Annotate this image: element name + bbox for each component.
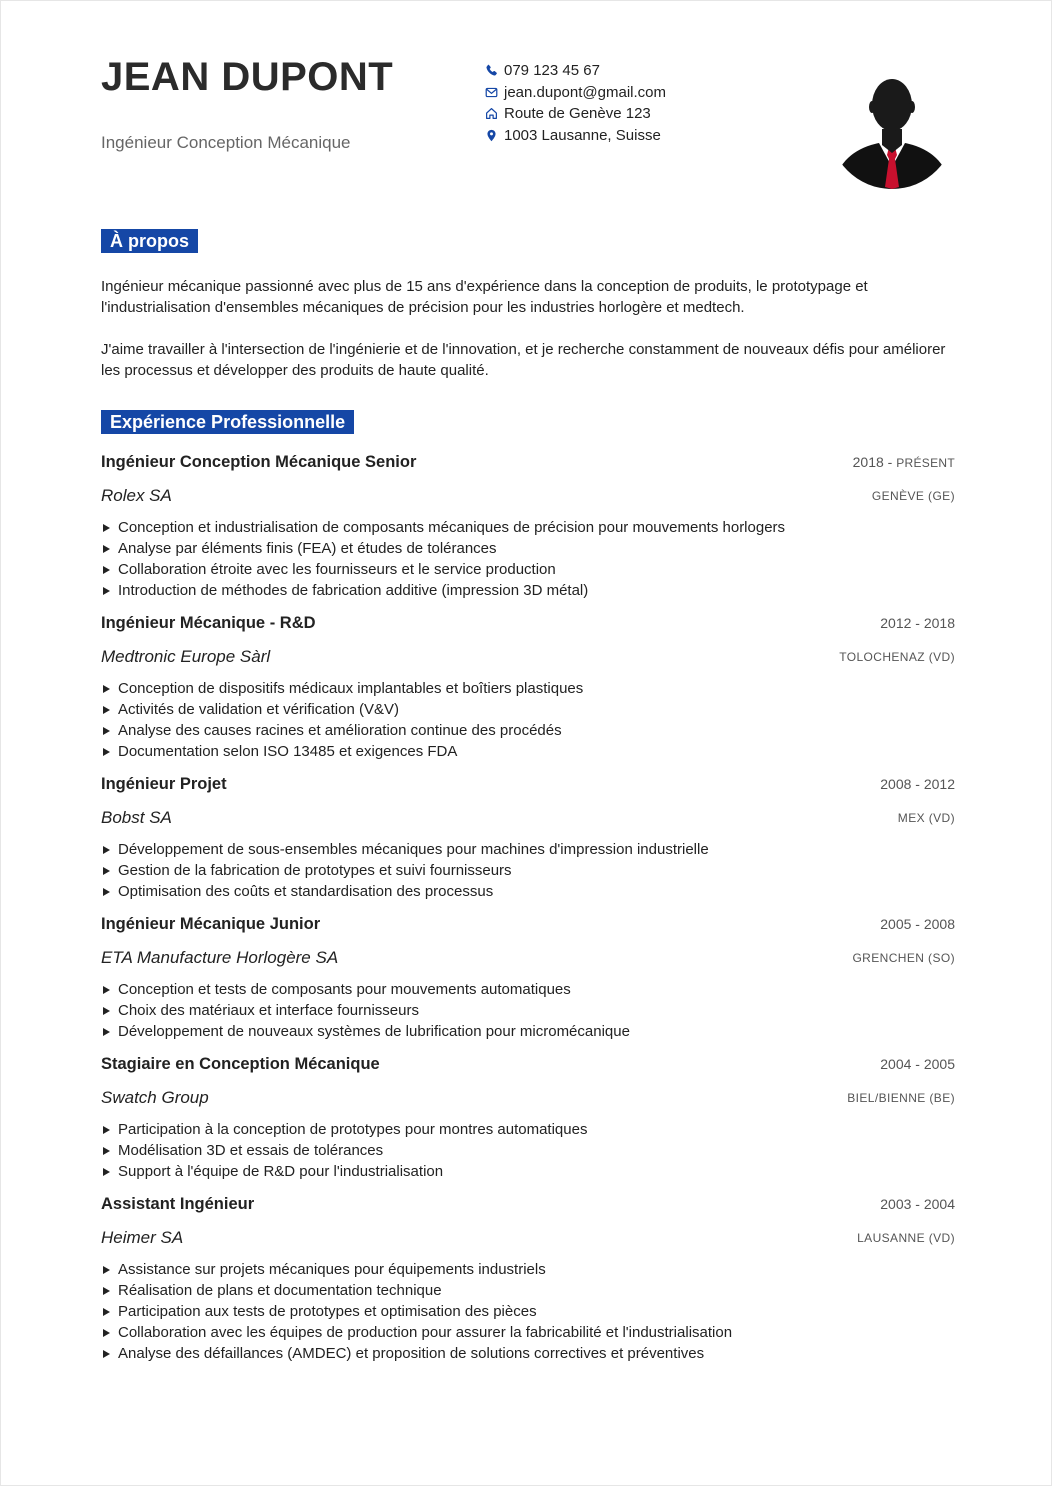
task-item	[101, 839, 955, 860]
task-text: Conception et tests de composants pour mouvements automatiques	[118, 981, 571, 998]
task-text: Activités de validation et vérification (V&V)	[118, 701, 399, 718]
task-item	[101, 1259, 955, 1280]
task-text: Introduction de méthodes de fabrication additive (impression 3D métal)	[118, 582, 589, 599]
task-text: Conception et industrialisation de composants mécaniques de précision pour mouvements horlogers	[118, 519, 786, 536]
task-item	[101, 699, 955, 720]
company-name: Swatch Group	[101, 1088, 209, 1107]
task-item	[101, 741, 955, 762]
task-text: Analyse des causes racines et amélioration continue des procédés	[118, 722, 562, 739]
task-text: Collaboration étroite avec les fournisseurs et le service production	[118, 561, 556, 578]
contact-phone[interactable]	[485, 60, 785, 82]
bullet-triangle-icon	[103, 1168, 110, 1176]
task-item	[101, 538, 955, 559]
bullet-triangle-icon	[103, 524, 110, 532]
bullet-triangle-icon	[103, 587, 110, 595]
task-list	[101, 1119, 955, 1182]
task-item	[101, 1021, 955, 1042]
task-text: Développement de nouveaux systèmes de lubrification pour micromécanique	[118, 1023, 630, 1040]
task-list	[101, 1259, 955, 1364]
task-item	[101, 1161, 955, 1182]
bullet-triangle-icon	[103, 706, 110, 714]
task-list	[101, 678, 955, 762]
candidate-role: Ingénieur Conception Mécanique	[101, 133, 351, 152]
bullet-triangle-icon	[103, 1350, 110, 1358]
bullet-triangle-icon	[103, 888, 110, 896]
task-text: Réalisation de plans et documentation technique	[118, 1282, 442, 1299]
about-paragraph: Ingénieur mécanique passionné avec plus de 15 ans d'expérience dans la conception de produits, le prototypage et l'industrialisation d'ensembles mécaniques de précision pour les industries horlogère et medtech.	[101, 278, 868, 316]
job-title: Ingénieur Conception Mécanique Senior	[101, 452, 417, 471]
task-list	[101, 517, 955, 601]
bullet-triangle-icon	[103, 1147, 110, 1155]
about-text	[101, 276, 961, 402]
job-location: GENÈVE (GE)	[871, 489, 955, 503]
job-dates	[853, 454, 955, 470]
contact-address	[485, 103, 785, 125]
task-list	[101, 979, 955, 1042]
task-item	[101, 1119, 955, 1140]
task-text: Développement de sous-ensembles mécaniques pour machines d'impression industrielle	[118, 841, 709, 858]
bullet-triangle-icon	[103, 1028, 110, 1036]
task-text: Support à l'équipe de R&D pour l'industrialisation	[118, 1163, 444, 1180]
job-entry	[101, 450, 955, 601]
job-entry	[101, 611, 955, 762]
contact-email[interactable]	[485, 82, 785, 104]
city-text: 1003 Lausanne, Suisse	[504, 126, 661, 144]
task-item	[101, 517, 955, 538]
task-item	[101, 860, 955, 881]
job-entry	[101, 1052, 955, 1182]
task-text: Participation aux tests de prototypes et optimisation des pièces	[118, 1303, 537, 1320]
email-text: jean.dupont@gmail.com	[504, 83, 666, 101]
task-item	[101, 881, 955, 902]
bullet-triangle-icon	[103, 986, 110, 994]
job-dates: 2008 - 2012	[880, 776, 955, 792]
task-text: Assistance sur projets mécaniques pour équipements industriels	[118, 1261, 546, 1278]
task-item	[101, 1343, 955, 1364]
experience-list	[101, 450, 955, 1364]
job-dates: 2004 - 2005	[880, 1056, 955, 1072]
address-text: Route de Genève 123	[504, 105, 651, 123]
contact-city	[485, 125, 785, 147]
mail-icon	[485, 86, 498, 99]
job-location: TOLOCHENAZ (VD)	[839, 650, 955, 664]
task-item	[101, 678, 955, 699]
job-title: Ingénieur Mécanique Junior	[101, 914, 321, 933]
job-location: BIEL/BIENNE (BE)	[847, 1091, 955, 1105]
home-icon	[485, 107, 498, 120]
task-item	[101, 1000, 955, 1021]
task-item	[101, 1280, 955, 1301]
profile-photo	[829, 63, 955, 189]
task-item	[101, 1322, 955, 1343]
contact-block	[485, 60, 785, 146]
bullet-triangle-icon	[103, 748, 110, 756]
bullet-triangle-icon	[103, 1287, 110, 1295]
bullet-triangle-icon	[103, 867, 110, 875]
bullet-triangle-icon	[103, 685, 110, 693]
about-section-title: À propos	[101, 229, 198, 253]
job-location: GRENCHEN (SO)	[852, 951, 955, 965]
bullet-triangle-icon	[103, 1007, 110, 1015]
task-text: Documentation selon ISO 13485 et exigences FDA	[118, 743, 458, 760]
job-title: Ingénieur Mécanique - R&D	[101, 613, 316, 632]
task-text: Gestion de la fabrication de prototypes et suivi fournisseurs	[118, 862, 512, 879]
job-title: Stagiaire en Conception Mécanique	[101, 1054, 380, 1073]
job-title: Assistant Ingénieur	[101, 1194, 255, 1213]
task-text: Optimisation des coûts et standardisation des processus	[118, 883, 494, 900]
about-paragraph: J'aime travailler à l'intersection de l'ingénierie et de l'innovation, et je recherche constamment de nouveaux défis pour améliorer les processus et développer des produits de haute qualité.	[101, 341, 946, 379]
task-text: Modélisation 3D et essais de tolérances	[118, 1142, 384, 1159]
job-entry	[101, 1192, 955, 1364]
company-name: Heimer SA	[101, 1228, 184, 1247]
phone-text: 079 123 45 67	[504, 62, 600, 80]
job-dates: 2003 - 2004	[880, 1196, 955, 1212]
bullet-triangle-icon	[103, 846, 110, 854]
job-entry	[101, 772, 955, 902]
task-item	[101, 979, 955, 1000]
person-silhouette-icon	[829, 63, 955, 189]
task-text: Collaboration avec les équipes de production pour assurer la fabricabilité et l'industrialisation	[118, 1324, 733, 1341]
task-text: Conception de dispositifs médicaux implantables et boîtiers plastiques	[118, 680, 584, 697]
bullet-triangle-icon	[103, 1329, 110, 1337]
task-text: Analyse par éléments finis (FEA) et études de tolérances	[118, 540, 497, 557]
company-name: Medtronic Europe Sàrl	[101, 647, 271, 666]
bullet-triangle-icon	[103, 545, 110, 553]
job-location: LAUSANNE (VD)	[857, 1231, 955, 1245]
job-dates-end: PRÉSENT	[896, 456, 955, 470]
company-name: Rolex SA	[101, 486, 172, 505]
task-text: Analyse des défaillances (AMDEC) et proposition de solutions correctives et préventives	[118, 1345, 705, 1362]
task-item	[101, 720, 955, 741]
job-title: Ingénieur Projet	[101, 774, 227, 793]
bullet-triangle-icon	[103, 1126, 110, 1134]
job-location: MEX (VD)	[897, 811, 955, 825]
bullet-triangle-icon	[103, 566, 110, 574]
task-item	[101, 1301, 955, 1322]
experience-section-title: Expérience Professionnelle	[101, 410, 354, 434]
company-name: Bobst SA	[101, 808, 172, 827]
job-dates: 2005 - 2008	[880, 916, 955, 932]
job-dates-start: 2018 -	[852, 454, 897, 470]
phone-icon	[485, 64, 498, 77]
job-dates: 2012 - 2018	[880, 615, 955, 631]
task-item	[101, 559, 955, 580]
bullet-triangle-icon	[103, 727, 110, 735]
task-text: Participation à la conception de prototypes pour montres automatiques	[118, 1121, 588, 1138]
candidate-name: JEAN DUPONT	[101, 55, 394, 99]
bullet-triangle-icon	[103, 1266, 110, 1274]
bullet-triangle-icon	[103, 1308, 110, 1316]
task-list	[101, 839, 955, 902]
location-pin-icon	[485, 129, 498, 142]
job-entry	[101, 912, 955, 1042]
task-item	[101, 580, 955, 601]
company-name: ETA Manufacture Horlogère SA	[101, 948, 339, 967]
task-item	[101, 1140, 955, 1161]
task-text: Choix des matériaux et interface fournisseurs	[118, 1002, 419, 1019]
